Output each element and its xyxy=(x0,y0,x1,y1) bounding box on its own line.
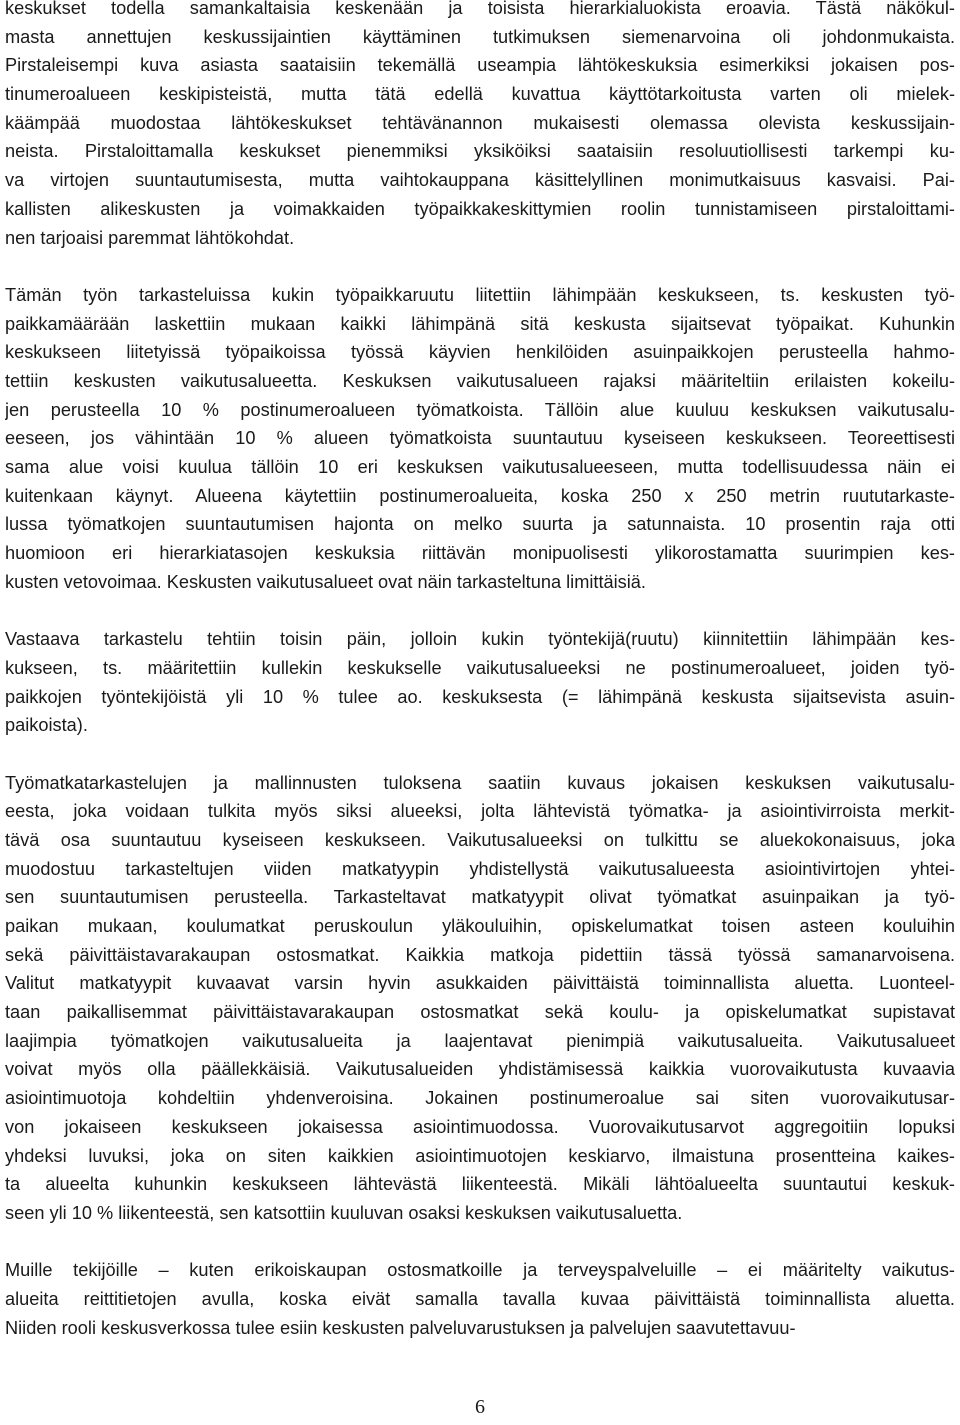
text-line: Tämän työn tarkasteluissa kukin työpaikkaruutu liitettiin lähimpään keskukseen, ts. keskusten työ- xyxy=(5,284,955,305)
paragraph xyxy=(5,769,955,1228)
text-line: tävä osa suuntautuu kyseiseen keskukseen. Vaikutusalueeksi on tulkittu se aluekokonaisuus, joka xyxy=(5,829,955,850)
text-line: kukseen, ts. määritettiin kullekin keskukselle vaikutusalueeksi ne postinumeroalueet, joiden työ- xyxy=(5,657,955,678)
text-line: Pirstaleisempi kuva asiasta saataisiin tekemällä useampia lähtökeskuksia esimerkiksi jokaisen pos- xyxy=(5,55,955,76)
paragraph-gap xyxy=(5,596,955,625)
text-line: laajimpia työmatkojen vaikutusalueita ja laajentavat pienimpiä vaikutusalueita. Vaikutusalueet xyxy=(5,1030,955,1051)
text-line: sekä päivittäistavarakaupan ostosmatkat. Kaikkia matkoja pidettiin tässä työssä samanarvoisena. xyxy=(5,944,955,965)
text-line: eeseen, jos vähintään 10 % alueen työmatkoista suuntautuu kyseiseen keskukseen. Teoreettisesti xyxy=(5,428,955,449)
text-line: Työmatkatarkastelujen ja mallinnusten tuloksena saatiin kuvaus jokaisen keskuksen vaikutusalu- xyxy=(5,772,955,793)
text-line: tettiin keskusten vaikutusalueetta. Keskuksen vaikutusalueen rajaksi määriteltiin erilaisten kokeilu- xyxy=(5,370,955,391)
page-number: 6 xyxy=(475,1396,485,1418)
text-line: neista. Pirstaloittamalla keskukset pienemmiksi yksiköiksi saataisiin resoluutiollisesti tarkempi ku- xyxy=(5,141,955,162)
text-line: nen tarjoaisi paremmat lähtökohdat. xyxy=(5,227,295,248)
paragraph xyxy=(5,1256,955,1342)
text-line: kuitenkaan käynyt. Alueena käytettiin postinumeroalueita, koska 250 x 250 metrin ruututarkaste- xyxy=(5,485,955,506)
text-line: sama alue voisi kuulua tällöin 10 eri keskuksen vaikutusalueeseen, mutta todellisuudessa näin ei xyxy=(5,457,955,477)
text-line: va virtojen suuntautumisesta, mutta vaihtokauppana käsittelyllinen monimutkaisuus kasvaisi. Pai- xyxy=(5,170,955,191)
text-line: keskukset todella samankaltaisia keskenään ja toisista hierarkialuokista eroavia. Tästä näkökul- xyxy=(5,0,955,18)
text-line: sen suuntautumisen perusteella. Tarkasteltavat matkatyypit olivat työmatkat asuinpaikan ja työ- xyxy=(5,887,955,908)
text-line: tinumeroalueen keskipisteistä, mutta tätä edellä kuvattua käyttötarkoitusta varten oli mielek- xyxy=(5,84,955,105)
text-line: paikkojen työntekijöistä yli 10 % tulee ao. keskuksesta (= lähimpänä keskusta sijaitsevista asuin- xyxy=(5,686,955,707)
text-line: ta alueelta kuhunkin keskukseen lähtevästä liikenteestä. Mikäli lähtöalueelta suuntautui keskuk- xyxy=(5,1174,955,1195)
text-line: alueita reittitietojen avulla, koska eivät samalla tavalla kuvaa päivittäistä toiminnallista aluetta. xyxy=(5,1288,955,1309)
text-line: keskukseen liitetyissä työpaikoissa työssä käyvien henkilöiden asuinpaikkojen perusteella hahmo- xyxy=(5,342,955,363)
text-line: seen yli 10 % liikenteestä, sen katsottiin kuuluvan osaksi keskuksen vaikutusaluetta. xyxy=(5,1202,683,1223)
text-line: Valitut matkatyypit kuvaavat varsin hyvin asukkaiden päivittäistä toiminnallista aluetta. Luonteel- xyxy=(5,973,955,994)
paragraph-gap xyxy=(5,740,955,769)
text-line: Muille tekijöille – kuten erikoiskaupan ostosmatkoille ja terveyspalveluille – ei määritelty vaikutus- xyxy=(5,1260,955,1281)
text-line: voivat myös olla päällekkäisiä. Vaikutusalueiden yhdistämisessä kaikkia vuorovaikutusta kuvaavia xyxy=(5,1059,955,1080)
text-line: asiointimuotoja kohdeltiin yhdenveroisina. Jokainen postinumeroalue sai siten vuorovaikutusar- xyxy=(5,1088,955,1109)
text-line: paikoista). xyxy=(5,715,88,736)
paragraph-gap xyxy=(5,1228,955,1257)
body-text xyxy=(5,0,955,1342)
text-line: paikan mukaan, koulumatkat peruskoulun yläkouluihin, opiskelumatkat toisen asteen kouluihin xyxy=(5,916,955,936)
text-line: kallisten alikeskusten ja voimakkaiden työpaikkakeskittymien roolin tunnistamiseen pirstaloittami- xyxy=(5,198,955,219)
text-line: huomioon eri hierarkiatasojen keskuksia riittävän monipuolisesti ylikorostamatta suurimpien kes- xyxy=(5,543,955,564)
text-line: masta annettujen keskussijaintien käyttäminen tutkimuksen siemenarvoina oli johdonmukaista. xyxy=(5,26,955,47)
text-line: taan paikallisemmat päivittäistavarakaupan ostosmatkat sekä koulu- ja opiskelumatkat supistavat xyxy=(5,1002,955,1023)
paragraph xyxy=(5,625,955,740)
text-line: Niiden rooli keskusverkossa tulee esiin keskusten palveluvarustuksen ja palvelujen saavutettavuu- xyxy=(5,1317,796,1338)
text-line: Vastaava tarkastelu tehtiin toisin päin, jolloin kukin työntekijä(ruutu) kiinnitettiin lähimpään kes- xyxy=(5,629,955,650)
text-line: yhdeksi luvuksi, joka on siten kaikkien asiointimuotojen keskiarvo, ilmaistuna prosentteina kaikes- xyxy=(5,1145,955,1166)
text-line: jen perusteella 10 % postinumeroalueen työmatkoista. Tällöin alue kuuluu keskuksen vaikutusalu- xyxy=(5,399,955,420)
text-line: kusten vetovoimaa. Keskusten vaikutusalueet ovat näin tarkasteltuna limittäisiä. xyxy=(5,571,646,592)
text-line: von jokaiseen keskukseen jokaisessa asiointimuodossa. Vuorovaikutusarvot aggregoitiin lopuksi xyxy=(5,1116,955,1137)
paragraph xyxy=(5,0,955,252)
paragraph-gap xyxy=(5,252,955,281)
text-line: muodostuu tarkasteltujen viiden matkatyypin yhdistellystä vaikutusalueesta asiointivirtojen yhtei- xyxy=(5,858,955,879)
text-line: käämpää muodostaa lähtökeskukset tehtävänannon mukaisesti olemassa olevista keskussijain- xyxy=(5,112,955,133)
text-line: eesta, joka voidaan tulkita myös siksi alueeksi, jolta lähtevistä työmatka- ja asiointivirroista merkit- xyxy=(5,801,955,822)
text-line: paikkamäärään laskettiin mukaan kaikki lähimpänä sitä keskusta sijaitsevat työpaikat. Kuhunkin xyxy=(5,313,955,334)
text-line: lussa työmatkojen suuntautumisen hajonta on melko suurta ja satunnaista. 10 prosentin raja otti xyxy=(5,514,955,535)
paragraph xyxy=(5,281,955,597)
